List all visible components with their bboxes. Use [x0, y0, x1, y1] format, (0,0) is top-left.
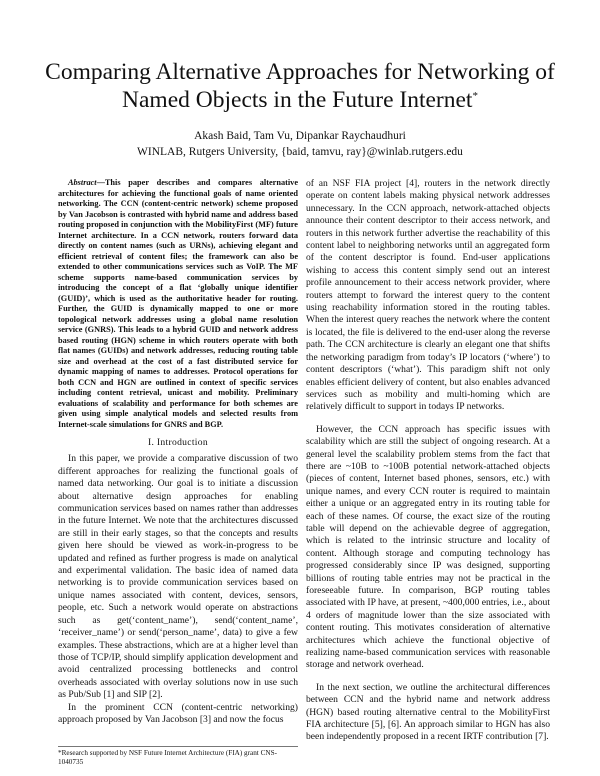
abstract — [58, 178, 298, 430]
footnote: *Research supported by NSF Future Internet Architecture (FIA) grant CNS-1040735 — [58, 746, 298, 767]
abstract-lead: Abstract — [68, 178, 97, 187]
title-text: Comparing Alternative Approaches for Networking of Named Objects in the Future Internet — [45, 59, 555, 113]
section-heading-introduction: I. Introduction — [148, 437, 208, 448]
author-affiliation: WINLAB, Rutgers University, {baid, tamvu, ray}@winlab.rutgers.edu — [137, 146, 463, 158]
right-paragraph-2: However, the CCN approach has specific issues with scalability which are still the subject of ongoing research. At a general level the scalability problem stems from the fact that there are ~10B to ~100B potential network-attached objects (pieces of content, Internet based phones, sensors, etc.) with unique names, and every CCN router is required to maintain either a unique or an aggregated entry in its routing table for each of these names. Of course, the exact size of the routing table will depend on the achievable degree of aggregation, which is related to the intrinsic structure and locality of content. Although storage and computing technology has progressed considerably since IP was designed, supporting billions of routing table entries may not be practical in the foreseeable future. In comparison, BGP routing tables associated with IP have, at present, ~400,000 entries, i.e., about 4 orders of magnitude lower than the size associated with content routing. This motivates consideration of alternative architectures which achieve the functional objective of realizing name-based communication services with reasonable storage and network overhead. — [306, 423, 550, 671]
author-block — [40, 128, 560, 160]
right-column — [306, 178, 550, 744]
right-paragraph-1: of an NSF FIA project [4], routers in the network directly operate on content labels making physical network addresses unnecessary. In the CCN approach, network-attached objects announce their content descriptor to their access network, and routers in this network further advertise the reachability of this content label to neighboring networks until an aggregated form of the content descriptor is found. End-user applications wishing to access this content simply send out an interest profile announcement to their access network provider, where routers attempt to forward the interest query to the content using reachability information stored in the routing tables. When the interest query reaches the network where the content is located, the file is delivered to the end-user along the reverse path. The CCN architecture is clearly an elegant one that shifts the networking paradigm from today’s IP locators (‘where’) to content descriptors (‘what’). This paradigm shift not only enables efficient delivery of content, but also enables advanced services such as mobility and multi-homing which are relatively difficult to support in todays IP networks. — [306, 178, 550, 413]
paper-title — [40, 58, 560, 114]
right-paragraph-3: In the next section, we outline the architectural differences between CCN and the hybrid name and network address (HGN) based routing alternative central to the MobilityFirst FIA architecture [5], [6]. An approach similar to HGN has also been independently proposed in a recent IRTF contribution [7]. — [306, 681, 550, 743]
intro-paragraph-1: In this paper, we provide a comparative discussion of two different approaches for realizing the functional goals of named data networking. Our goal is to initiate a discussion about alternative design approaches for enabling communication services based on names rather than addresses in the future Internet. We note that the architectures discussed are still in their early stages, so that the concepts and results given here should be viewed as work-in-progress to be updated and refined as further progress is made on analytical and experimental validation. The basic idea of named data networking is to provide communication services based on unique names associated with content, devices, sensors, people, etc. Such a network would operate on abstractions such as get(‘content_name’), send(‘content_name’, ‘receiver_name’) or send(‘person_name’, data) to give a few examples. These abstractions, which are at a higher level than those of TCP/IP, should simplify application development and avoid centralized processing bottlenecks and control overheads associated with overlay solutions now in use such as Pub/Sub [1] and SIP [2]. — [58, 453, 298, 701]
abstract-text: —This paper describes and compares alternative architectures for achieving the functional goals of name oriented networking. The CCN (content-centric network) scheme proposed by Van Jacobson is contrasted with hybrid name and address based routing proposed in conjunction with the MobilityFirst (MF) future Internet architecture. In a CCN network, routers forward data directly on content names (such as URNs), achieving elegant and efficient retrieval of content files; the framework can also be extended to other communications services such as VoIP. The MF scheme supports name-based communication services by introducing the concept of a flat ‘globally unique identifier (GUID)’, which is used as the authoritative header for routing. Further, the GUID is dynamically mapped to one or more topological network addresses using a global name resolution service (GNRS). This leads to a hybrid GUID and network address based routing (HGN) scheme in which routers operate with both flat names (GUIDs) and network addresses, reducing routing table size and overhead at the cost of a fast distributed service for dynamic mapping of names to addresses. Protocol operations for both CCN and HGN are outlined in context of specific services including content retrieval, unicast and mobility. Preliminary evaluations of scalability and performance for both schemes are given using simple analytical models and selected results from Internet-scale simulations for GNRS and BGP. — [58, 178, 298, 429]
author-names: Akash Baid, Tam Vu, Dipankar Raychaudhuri — [194, 130, 406, 142]
intro-paragraph-2: In the prominent CCN (content-centric networking) approach proposed by Van Jacobson [3] and now the focus — [58, 701, 298, 725]
left-column — [58, 178, 298, 726]
title-footnote-mark: * — [472, 90, 478, 102]
